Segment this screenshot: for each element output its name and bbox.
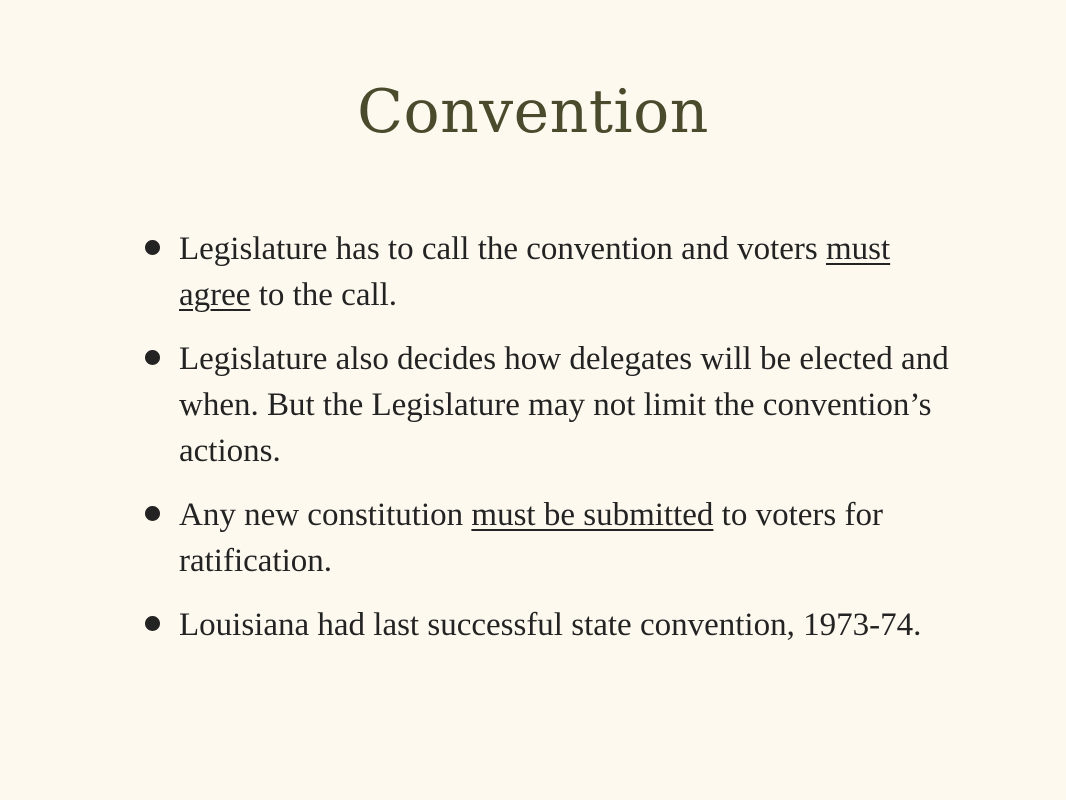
- bullet-text: Legislature also decides how delegates will be elected and when. But the Legislature may not limit the convention’s actions.: [179, 341, 949, 469]
- slide-title: Convention: [357, 77, 709, 147]
- bullet-dot-icon: [145, 616, 160, 631]
- bullet-item: [145, 336, 965, 474]
- bullet-item: [145, 602, 965, 648]
- bullet-text: Louisiana had last successful state convention, 1973-74.: [179, 607, 922, 643]
- bullet-item: [145, 492, 965, 584]
- bullet-text: to voters for ratification.: [179, 497, 883, 579]
- underlined-text: must agree: [179, 231, 891, 313]
- bullet-text: to the call.: [250, 277, 398, 313]
- bullet-text: Legislature has to call the convention and voters: [179, 231, 826, 267]
- bullet-text: Any new constitution: [179, 497, 472, 533]
- bullet-dot-icon: [145, 350, 160, 365]
- bullet-dot-icon: [145, 240, 160, 255]
- bullet-item: [145, 226, 965, 318]
- bullet-dot-icon: [145, 506, 160, 521]
- bullet-list: [145, 226, 965, 666]
- underlined-text: must be submitted: [471, 497, 714, 533]
